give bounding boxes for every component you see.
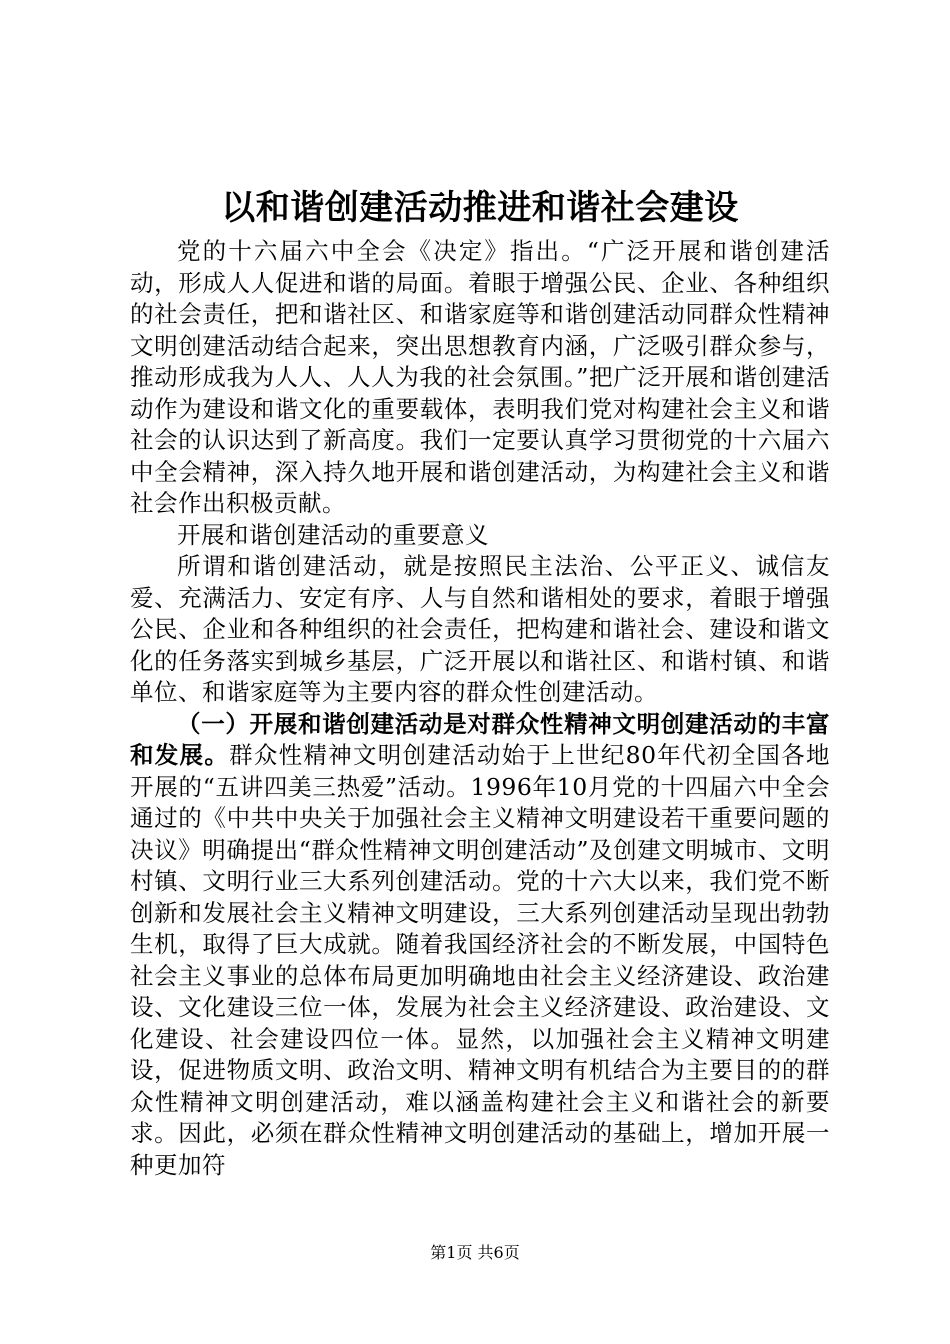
page-footer: 第1页 共6页 [430, 1243, 520, 1262]
paragraph-text: 所谓和谐创建活动，就是按照民主法治、公平正义、诚信友爱、充满活力、安定有序、人与自然和谐相处的要求，着眼于增强公民、企业和各种组织的社会责任，把构建和谐社会、建设和谐文化的任务落实到城乡基层，广泛开展以和谐社区、和谐村镇、和谐单位、和谐家庭等为主要内容的群众性创建活动。 [130, 552, 830, 706]
section-heading [130, 520, 830, 552]
paragraph-4 [130, 709, 830, 1182]
paragraph-text: 群众性精神文明创建活动始于上世纪80年代初全国各地开展的“五讲四美三热爱”活动。1996年10月党的十四届六中全会通过的《中共中央关于加强社会主义精神文明建设若干重要问题的决议》明确提出“群众性精神文明创建活动”及创建文明城市、文明村镇、文明行业三大系列创建活动。党的十六大以来，我们党不断创新和发展社会主义精神文明建设，三大系列创建活动呈现出勃勃生机，取得了巨大成就。随着我国经济社会的不断发展，中国特色社会主义事业的总体布局更加明确地由社会主义经济建设、政治建设、文化建设三位一体，发展为社会主义经济建设、政治建设、文化建设、社会建设四位一体。显然，以加强社会主义精神文明建设，促进物质文明、政治文明、精神文明有机结合为主要目的的群众性精神文明创建活动，难以涵盖构建社会主义和谐社会的新要求。因此，必须在群众性精神文明创建活动的基础上，增加开展一种更加符 [130, 741, 830, 1179]
paragraph-text: 党的十六届六中全会《决定》指出。“广泛开展和谐创建活动，形成人人促进和谐的局面。着眼于增强公民、企业、各种组织的社会责任，把和谐社区、和谐家庭等和谐创建活动同群众性精神文明创建活动结合起来，突出思想教育内涵，广泛吸引群众参与，推动形成我为人人、人人为我的社会氛围。”把广泛开展和谐创建活动作为建设和谐文化的重要载体，表明我们党对构建社会主义和谐社会的认识达到了新高度。我们一定要认真学习贯彻党的十六届六中全会精神，深入持久地开展和谐创建活动，为构建社会主义和谐社会作出积极贡献。 [130, 237, 830, 517]
paragraph-3 [130, 551, 830, 709]
document-body [130, 236, 830, 1181]
paragraph-text: 开展和谐创建活动的重要意义 [177, 520, 489, 549]
paragraph-lead-bold: （一）开展和谐创建活动是对群众性精神文明创建活动的丰富和发展。 [130, 709, 830, 769]
document-title: 以和谐创建活动推进和谐社会建设 [221, 188, 739, 228]
paragraph-1 [130, 236, 830, 520]
